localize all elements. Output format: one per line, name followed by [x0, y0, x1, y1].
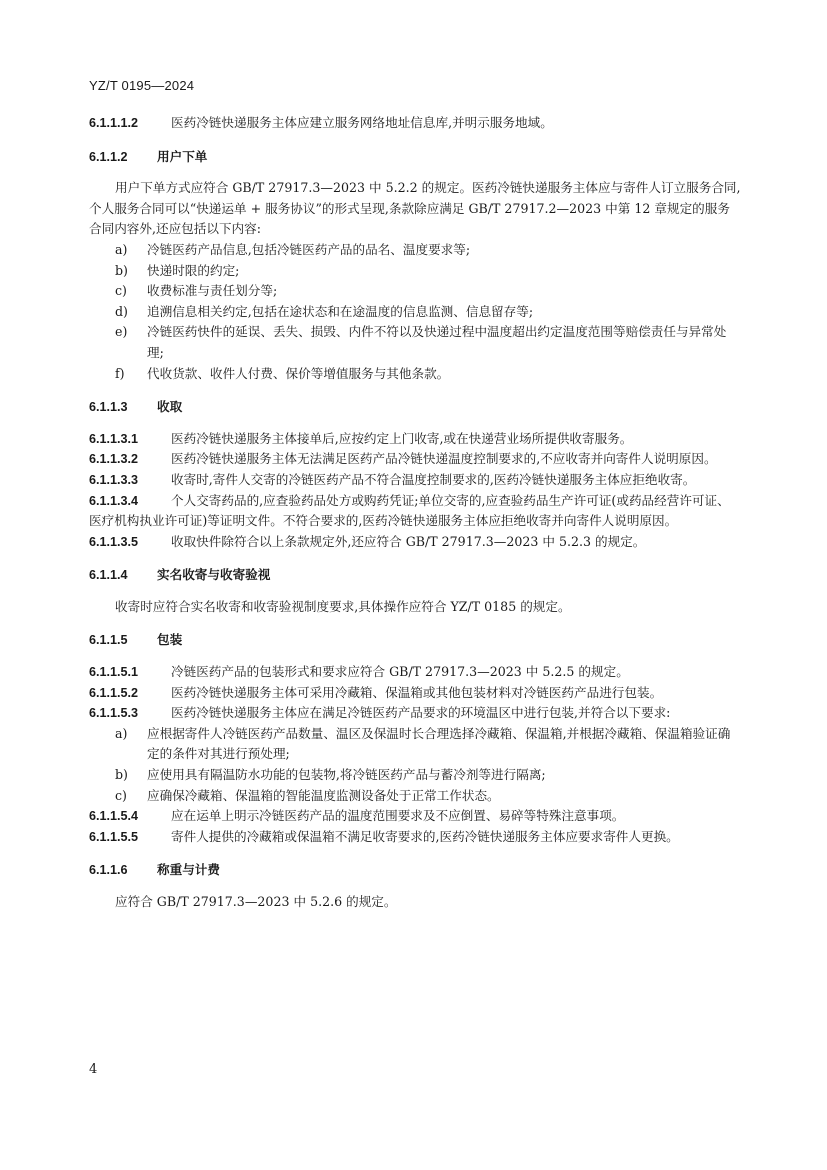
list-item [115, 261, 741, 282]
clause-text: 医药冷链快递服务主体可采用冷藏箱、保温箱或其他包装材料对冷链医药产品进行包装。 [171, 684, 663, 700]
list-item-marker: f) [115, 365, 125, 381]
clause-number: 6.1.1.3.1 [89, 431, 139, 446]
list-item-text: 冷链医药产品信息,包括冷链医药产品的品名、温度要求等; [147, 241, 471, 257]
body-paragraph: 应符合 GB/T 27917.3—2023 中 5.2.6 的规定。 [115, 894, 397, 909]
item-list [89, 240, 741, 384]
document-id-header: YZ/T 0195—2024 [89, 78, 195, 93]
clause-text: 冷链医药产品的包装形式和要求应符合 GB/T 27917.3—2023 中 5.2.5 的规定。 [171, 664, 629, 680]
body-paragraph: 收寄时应符合实名收寄和收寄验视制度要求,具体操作应符合 YZ/T 0185 的规定。 [115, 598, 571, 614]
section-heading [89, 630, 741, 651]
list-item [115, 786, 741, 807]
clause-text: 医药冷链快递服务主体无法满足医药产品冷链快递温度控制要求的,不应收寄并向寄件人说明原因。 [171, 451, 717, 467]
clause-paragraph [89, 806, 741, 827]
clause-text: 医药冷链快递服务主体应在满足冷链医药产品要求的环境温区中进行包装,并符合以下要求: [171, 705, 671, 721]
list-item [115, 364, 741, 385]
section-title: 称重与计费 [157, 862, 220, 878]
clause-text: 医药冷链快递服务主体应建立服务网络地址信息库,并明示服务地域。 [171, 115, 553, 130]
list-item-marker: c) [115, 787, 127, 803]
list-item-text: 追溯信息相关约定,包括在途状态和在途温度的信息监测、信息留存等; [147, 303, 534, 319]
list-item-marker: b) [115, 262, 128, 278]
list-item-text: 应根据寄件人冷链医药产品数量、温区及保温时长合理选择冷藏箱、保温箱,并根据冷藏箱、保温箱验证确定的条件对其进行预处理; [147, 725, 731, 762]
clause-text: 收寄时,寄件人交寄的冷链医药产品不符合温度控制要求的,医药冷链快递服务主体应拒绝收寄。 [171, 471, 696, 487]
list-item-text: 快递时限的约定; [147, 262, 240, 278]
section-number: 6.1.1.5 [89, 633, 128, 648]
list-item-text: 代收货款、收件人付费、保价等增值服务与其他条款。 [147, 365, 450, 381]
section-heading [89, 397, 741, 418]
list-item-marker: a) [115, 725, 128, 741]
clause-number: 6.1.1.5.4 [89, 809, 139, 824]
list-item-marker: d) [115, 303, 128, 319]
clause-number: 6.1.1.5.2 [89, 685, 139, 700]
clause-paragraph [89, 703, 741, 724]
list-item-marker: c) [115, 283, 127, 299]
list-item-marker: b) [115, 767, 128, 783]
section-heading [89, 860, 741, 881]
list-item [115, 302, 741, 323]
clause-text: 医药冷链快递服务主体接单后,应按约定上门收寄,或在快递营业场所提供收寄服务。 [171, 430, 633, 446]
clause-text: 应在运单上明示冷链医药产品的温度范围要求及不应倒置、易碎等特殊注意事项。 [171, 808, 625, 824]
clause-paragraph [89, 449, 741, 470]
list-item [115, 322, 741, 363]
section-number: 6.1.1.3 [89, 400, 128, 415]
document-body [89, 113, 741, 913]
section-number: 6.1.1.2 [89, 149, 128, 164]
clause-number: 6.1.1.3.3 [89, 472, 139, 487]
clause-number: 6.1.1.3.4 [89, 493, 139, 508]
list-item [115, 281, 741, 302]
list-item-text: 冷链医药快件的延误、丢失、损毁、内件不符以及快递过程中温度超出约定温度范围等赔偿责任与异常处理; [147, 324, 727, 360]
list-item [115, 765, 741, 786]
list-item-marker: e) [115, 324, 128, 340]
body-paragraph: 用户下单方式应符合 GB/T 27917.3—2023 中 5.2.2 的规定。医药冷链快递服务主体应与寄件人订立服务合同,个人服务合同可以“快递运单 + 服务协议”的形式呈现,条款除应满足 GB/T 27917.2—2023 中第 12 章规定的服务合同内容外,还应包括以下内容: [89, 180, 741, 237]
page-number: 4 [89, 1062, 98, 1077]
clause-paragraph [89, 470, 741, 491]
list-item-text: 收费标准与责任划分等; [147, 283, 278, 299]
section-title: 用户下单 [157, 148, 208, 164]
clause-text: 寄件人提供的冷藏箱或保温箱不满足收寄要求的,医药冷链快递服务主体应要求寄件人更换。 [171, 828, 679, 844]
section-title: 收取 [157, 399, 183, 415]
section-number: 6.1.1.6 [89, 863, 128, 878]
clause-paragraph [89, 532, 741, 553]
clause-paragraph [89, 683, 741, 704]
clause-number: 6.1.1.5.3 [89, 706, 139, 721]
clause-text: 个人交寄药品的,应查验药品处方或购药凭证;单位交寄的,应查验药品生产许可证(或药品经营许可证、医疗机构执业许可证)等证明文件。不符合要求的,医药冷链快递服务主体应拒绝收寄并向寄件人说明原因。 [89, 492, 730, 529]
section-heading [89, 565, 741, 586]
clause-paragraph [89, 429, 741, 450]
section-title: 实名收寄与收寄验视 [157, 567, 271, 583]
clause-paragraph [89, 662, 741, 683]
section-heading [89, 147, 741, 168]
clause-paragraph [89, 827, 741, 848]
clause-number: 6.1.1.3.2 [89, 452, 139, 467]
clause-number: 6.1.1.5.1 [89, 665, 139, 680]
list-item [115, 724, 741, 765]
section-title: 包装 [157, 632, 183, 648]
clause-number: 6.1.1.3.5 [89, 534, 139, 549]
clause-paragraph [89, 113, 741, 134]
list-item [115, 240, 741, 261]
clause-paragraph [89, 491, 741, 532]
list-item-text: 应确保冷藏箱、保温箱的智能温度监测设备处于正常工作状态。 [147, 787, 500, 803]
list-item-marker: a) [115, 241, 128, 257]
clause-number: 6.1.1.5.5 [89, 829, 139, 844]
clause-text: 收取快件除符合以上条款规定外,还应符合 GB/T 27917.3—2023 中 5.2.3 的规定。 [171, 533, 646, 549]
clause-number: 6.1.1.1.2 [89, 116, 139, 130]
section-number: 6.1.1.4 [89, 568, 128, 583]
list-item-text: 应使用具有隔温防水功能的包装物,将冷链医药产品与蓄冷剂等进行隔离; [147, 767, 546, 783]
item-list [89, 724, 741, 806]
